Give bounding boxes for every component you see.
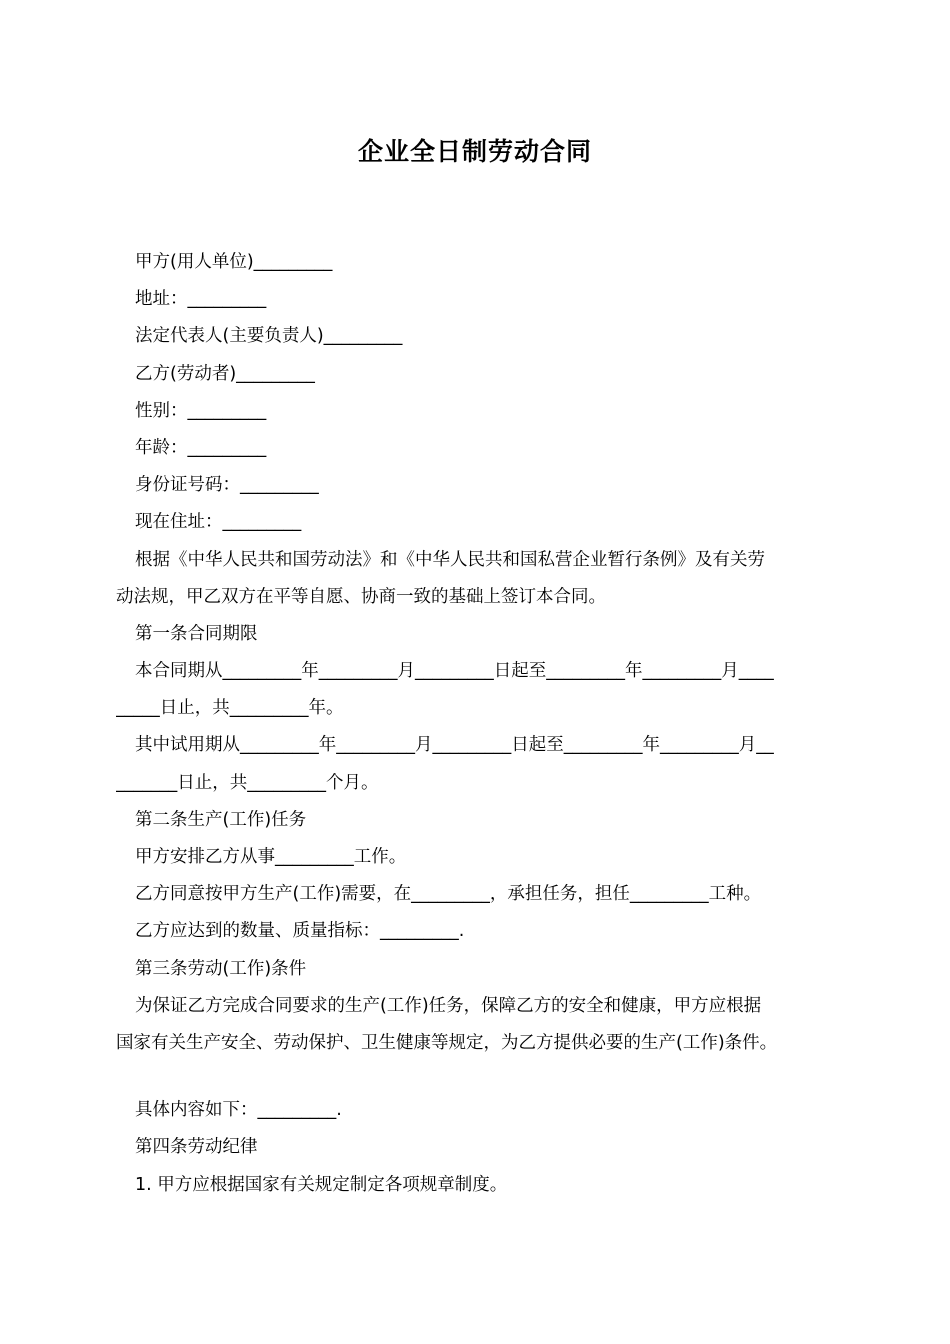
preamble-line-2: 动法规，甲乙双方在平等自愿、协商一致的基础上签订本合同。 [116, 586, 606, 607]
article-4-heading: 第四条劳动纪律 [135, 1137, 258, 1158]
discipline-item-1: 1. 甲方应根据国家有关规定制定各项规章制度。 [135, 1174, 508, 1195]
current-address-line: 现在住址：_________ [135, 512, 302, 533]
work-assignment-line: 甲方安排乙方从事_________工作。 [135, 847, 407, 867]
party-b-name-line: 乙方(劳动者)_________ [135, 363, 315, 384]
details-line: 具体内容如下：_________. [135, 1100, 342, 1121]
work-agreement-line: 乙方同意按甲方生产(工作)需要，在_________，承担任务，担任_________工种。 [135, 884, 762, 905]
article-3-heading: 第三条劳动(工作)条件 [135, 958, 307, 979]
article-2-heading: 第二条生产(工作)任务 [135, 809, 307, 830]
preamble-line-1: 根据《中华人民共和国劳动法》和《中华人民共和国私营企业暂行条例》及有关劳 [135, 549, 765, 570]
address-line: 地址：_________ [135, 289, 267, 310]
probation-line-1: 其中试用期从_________年_________月_________日起至_________年_________月__ [135, 735, 774, 756]
document-body [116, 244, 846, 1204]
probation-line-2: _______日止，共_________个月。 [116, 772, 379, 793]
quality-target-line: 乙方应达到的数量、质量指标：_________. [135, 921, 465, 942]
age-line: 年龄：_________ [135, 437, 267, 458]
paragraph-gap [116, 1062, 846, 1092]
legal-representative-line: 法定代表人(主要负责人)_________ [135, 326, 403, 347]
document-title: 企业全日制劳动合同 [357, 137, 592, 166]
gender-line: 性别：_________ [135, 400, 267, 421]
id-number-line: 身份证号码：_________ [135, 475, 319, 496]
contract-term-line-2: _____日止，共_________年。 [116, 698, 344, 719]
work-conditions-line-1: 为保证乙方完成合同要求的生产(工作)任务，保障乙方的安全和健康，甲方应根据 [135, 995, 762, 1016]
article-1-heading: 第一条合同期限 [135, 623, 258, 644]
contract-term-line-1: 本合同期从_________年_________月_________日起至_________年_________月____ [135, 661, 774, 682]
work-conditions-line-2: 国家有关生产安全、劳动保护、卫生健康等规定，为乙方提供必要的生产(工作)条件。 [116, 1032, 778, 1053]
party-a-name-line: 甲方(用人单位)_________ [135, 252, 333, 272]
